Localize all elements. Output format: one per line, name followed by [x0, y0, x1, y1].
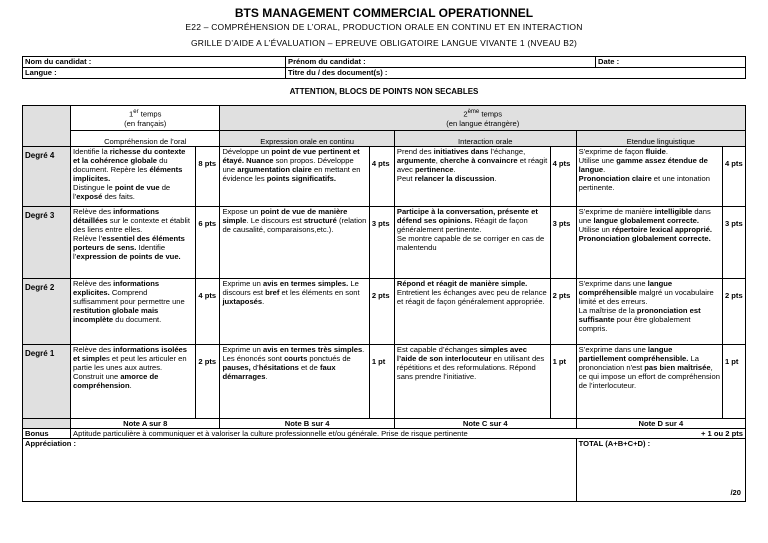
degree-label: Degré 4	[23, 146, 71, 206]
grid-row	[23, 146, 746, 206]
degree-label: Degré 2	[23, 278, 71, 344]
criterion-b: Exprime un avis en termes très simples. Les énoncés sont courts ponctués de pauses, d’hésitations et de faux démarrages.	[220, 344, 369, 418]
points-a: 8 pts	[196, 146, 220, 206]
points-d: 1 pt	[722, 344, 745, 418]
appreciation-field[interactable]: Appréciation :	[23, 438, 577, 501]
criterion-a: Relève des informations explicites. Comprend suffisamment pour permettre une restitution globale mais incomplète du document.	[71, 278, 196, 344]
total-cell[interactable]	[576, 438, 745, 501]
criterion-d: S’exprime de manière intelligible dans une langue globalement correcte. Utilise un répertoire lexical approprié. Prononciation globalement correcte.	[576, 206, 722, 278]
col-c-header: Interaction orale	[394, 130, 576, 146]
points-b: 1 pt	[369, 344, 394, 418]
criterion-d: S’exprime dans une langue partiellement compréhensible. La prononciation n'est pas bien maîtrisée, ce qui impose un effort de compréhension de l’interlocuteur.	[576, 344, 722, 418]
bonus-cell	[71, 428, 746, 438]
points-b: 4 pts	[369, 146, 394, 206]
criterion-b: Exprime un avis en termes simples. Le discours est bref et les éléments en sont juxtaposés.	[220, 278, 369, 344]
grid-row	[23, 278, 746, 344]
grid-row	[23, 344, 746, 418]
bonus-points: + 1 ou 2 pts	[701, 428, 743, 438]
points-a: 4 pts	[196, 278, 220, 344]
points-b: 2 pts	[369, 278, 394, 344]
degree-label: Degré 1	[23, 344, 71, 418]
temps2-header	[220, 106, 746, 131]
points-c: 1 pt	[550, 344, 576, 418]
temps2-sub: (en langue étrangère)	[446, 118, 520, 128]
criterion-b: Expose un point de vue de manière simple. Le discours est structuré (relation de causalité, comparaisons,etc.).	[220, 206, 369, 278]
points-a: 6 pts	[196, 206, 220, 278]
temps2-label: 2ème temps	[463, 109, 503, 119]
note-d: Note D sur 4	[576, 418, 745, 428]
points-d: 2 pts	[722, 278, 745, 344]
points-c: 2 pts	[550, 278, 576, 344]
bonus-text: Aptitude particulière à communiquer et à valoriser la culture professionnelle et/ou générale. Prise de risque pertinente	[73, 428, 468, 438]
titre-field[interactable]: Titre du / des document(s) :	[286, 68, 746, 79]
temps1-label: 1er temps	[129, 109, 162, 119]
prenom-field[interactable]: Prénom du candidat :	[286, 57, 596, 68]
criterion-c: Participe à la conversation, présente et défend ses opinions. Réagit de façon généralement pertinente. Se montre capable de se corriger en cas de malentendu	[394, 206, 550, 278]
criterion-d: S'exprime dans une langue compréhensible malgré un vocabulaire limité et des erreurs. La maîtrise de la prononciation est suffisante pour être globalement compris.	[576, 278, 722, 344]
total-denominator: /20	[730, 487, 741, 497]
grid-rows	[23, 146, 746, 418]
points-d: 4 pts	[722, 146, 745, 206]
evaluation-grid	[22, 105, 746, 502]
grid-row	[23, 206, 746, 278]
note-b: Note B sur 4	[220, 418, 394, 428]
points-a: 2 pts	[196, 344, 220, 418]
document-title: BTS MANAGEMENT COMMERCIAL OPERATIONNEL	[234, 6, 534, 20]
candidate-info-table	[22, 56, 746, 79]
note-a: Note A sur 8	[71, 418, 220, 428]
note-c: Note C sur 4	[394, 418, 576, 428]
criterion-a: Relève des informations isolées et simples et peut les articuler en partie les unes aux autres. Construit une amorce de compréhension.	[71, 344, 196, 418]
col-b-header: Expression orale en continu	[220, 130, 394, 146]
points-b: 3 pts	[369, 206, 394, 278]
document-subtitle: E22 – COMPRÉHENSION DE L’ORAL, PRODUCTION ORALE EN CONTINU ET EN INTERACTION	[185, 22, 583, 32]
criterion-c: Répond et réagit de manière simple. Entretient les échanges avec peu de relance et réagit de façon généralement appropriée.	[394, 278, 550, 344]
points-c: 3 pts	[550, 206, 576, 278]
criterion-c: Est capable d’échanges simples avec l’aide de son interlocuteur en utilisant des répétitions et des reformulations. Répond sans prendre l’initiative.	[394, 344, 550, 418]
date-field[interactable]: Date :	[596, 57, 746, 68]
points-c: 4 pts	[550, 146, 576, 206]
temps1-header	[71, 106, 220, 131]
col-d-header: Etendue linguistique	[576, 130, 745, 146]
temps1-sub: (en français)	[124, 118, 167, 128]
document-subtitle-grid: GRILLE D’AIDE A L’ÉVALUATION – EPREUVE OBLIGATOIRE LANGUE VIVANTE 1 (NVEAU B2)	[190, 38, 578, 48]
criterion-d: S'exprime de façon fluide. Utilise une gamme assez étendue de langue. Prononciation claire et une intonation pertinente.	[576, 146, 722, 206]
warning-text: ATTENTION, BLOCS DE POINTS NON SECABLES	[289, 87, 479, 96]
total-label: TOTAL (A+B+C+D) :	[578, 438, 651, 448]
degree-label: Degré 3	[23, 206, 71, 278]
col-a-header: Compréhension de l’oral	[71, 130, 220, 146]
notes-label-cell	[23, 418, 71, 428]
corner-cell	[23, 106, 71, 147]
langue-field[interactable]: Langue :	[23, 68, 286, 79]
criterion-c: Prend des initiatives dans l’échange, argumente, cherche à convaincre et réagit avec pertinence. Peut relancer la discussion.	[394, 146, 550, 206]
criterion-b: Développe un point de vue pertinent et étayé. Nuance son propos. Développe une argumentation claire en mettant en évidence les points significatifs.	[220, 146, 369, 206]
criterion-a: Identifie la richesse du contexte et la cohérence globale du document. Repère les éléments implicites. Distingue le point de vue de l'exposé des faits.	[71, 146, 196, 206]
bonus-label: Bonus	[23, 428, 71, 438]
criterion-a: Relève des informations détaillées sur le contexte et établit des liens entre elles. Relève l’essentiel des éléments porteurs de sens. Identifie l’expression de points de vue.	[71, 206, 196, 278]
points-d: 3 pts	[722, 206, 745, 278]
nom-field[interactable]: Nom du candidat :	[23, 57, 286, 68]
